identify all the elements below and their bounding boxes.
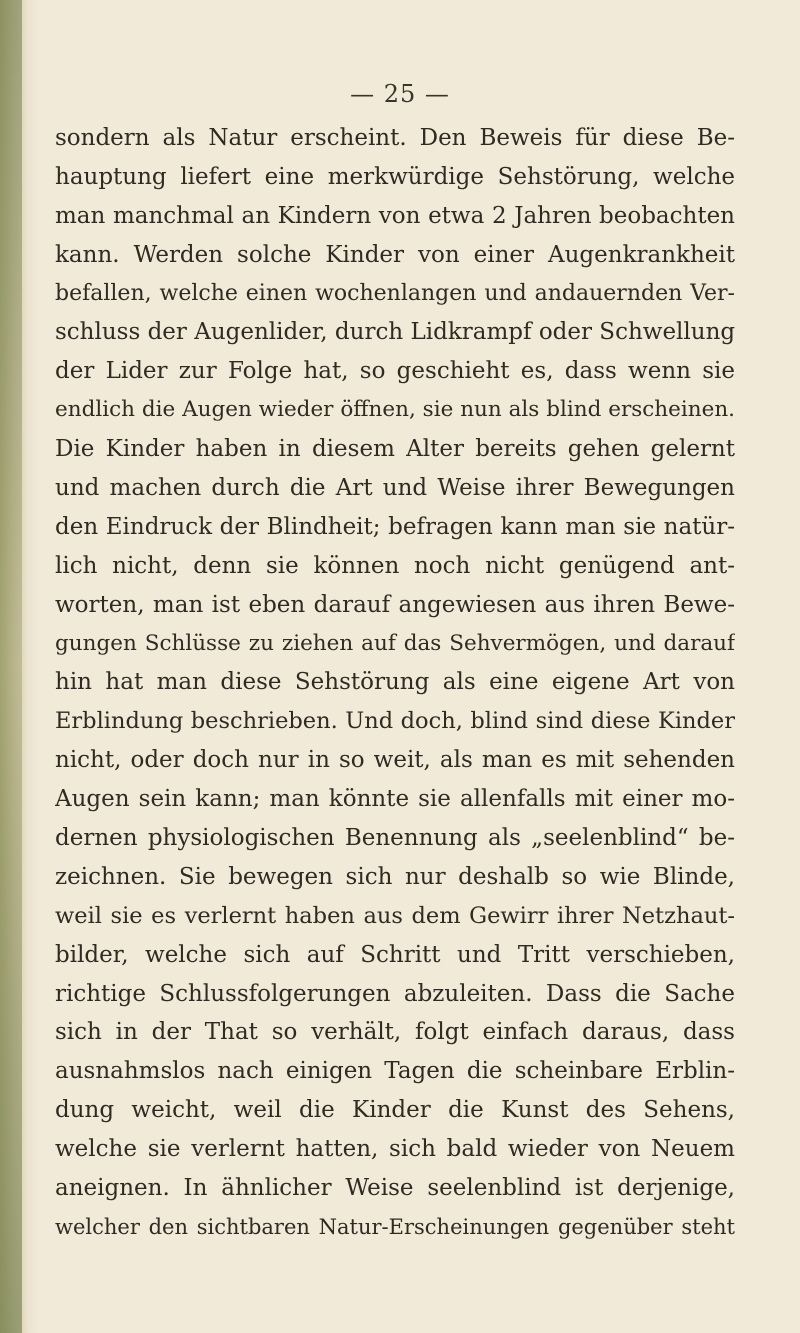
text-line: man manchmal an Kindern von etwa 2 Jahren beobachten <box>55 202 735 229</box>
text-line: welcher den sichtbaren Natur-Erscheinungen gegenüber steht <box>55 1214 735 1239</box>
text-line: kann. Werden solche Kinder von einer Augenkrankheit <box>55 241 735 268</box>
text-line: aneignen. In ähnlicher Weise seelenblind ist derjenige, <box>55 1175 735 1202</box>
text-line: den Eindruck der Blindheit; befragen kann man sie natür- <box>55 513 735 540</box>
text-line: dernen physiologischen Benennung als „seelenblind“ be- <box>55 825 735 852</box>
text-line: Erblindung beschrieben. Und doch, blind sind diese Kinder <box>55 708 735 735</box>
text-line: hin hat man diese Sehstörung als eine eigene Art von <box>55 669 735 696</box>
text-line: befallen, welche einen wochenlangen und andauernden Ver- <box>55 280 735 306</box>
text-line: ausnahmslos nach einigen Tagen die scheinbare Erblin- <box>55 1058 735 1085</box>
text-line: sondern als Natur erscheint. Den Beweis für diese Be- <box>55 125 735 151</box>
text-line: und machen durch die Art und Weise ihrer Bewegungen <box>55 475 735 502</box>
text-line: lich nicht, denn sie können noch nicht genügend ant- <box>55 552 735 579</box>
text-line: worten, man ist eben darauf angewiesen aus ihren Bewe- <box>55 591 735 618</box>
text-line: welche sie verlernt hatten, sich bald wieder von Neuem <box>55 1136 735 1163</box>
text-line: endlich die Augen wieder öffnen, sie nun als blind erscheinen. <box>55 397 735 423</box>
text-line: sich in der That so verhält, folgt einfach daraus, dass <box>55 1019 735 1046</box>
text-line: der Lider zur Folge hat, so geschieht es, dass wenn sie <box>55 358 735 385</box>
page-binding-edge <box>0 0 22 1333</box>
text-line: dung weicht, weil die Kinder die Kunst des Sehens, <box>55 1097 735 1124</box>
text-line: hauptung liefert eine merkwürdige Sehstörung, welche <box>55 163 735 190</box>
text-line: weil sie es verlernt haben aus dem Gewirr ihrer Netzhaut- <box>55 902 735 929</box>
text-line: bilder, welche sich auf Schritt und Tritt verschieben, <box>55 941 735 968</box>
body-text <box>55 119 735 1247</box>
text-line: nicht, oder doch nur in so weit, als man es mit sehenden <box>55 747 735 774</box>
text-line: zeichnen. Sie bewegen sich nur deshalb so wie Blinde, <box>55 863 735 890</box>
text-line: gungen Schlüsse zu ziehen auf das Sehvermögen, und darauf <box>55 630 735 656</box>
page-number: — 25 — <box>350 80 450 108</box>
text-line: Augen sein kann; man könnte sie allenfalls mit einer mo- <box>55 786 735 813</box>
text-line: richtige Schlussfolgerungen abzuleiten. Dass die Sache <box>55 980 735 1007</box>
text-line: schluss der Augenlider, durch Lidkrampf oder Schwellung <box>55 319 735 346</box>
text-line: Die Kinder haben in diesem Alter bereits gehen gelernt <box>55 436 735 463</box>
